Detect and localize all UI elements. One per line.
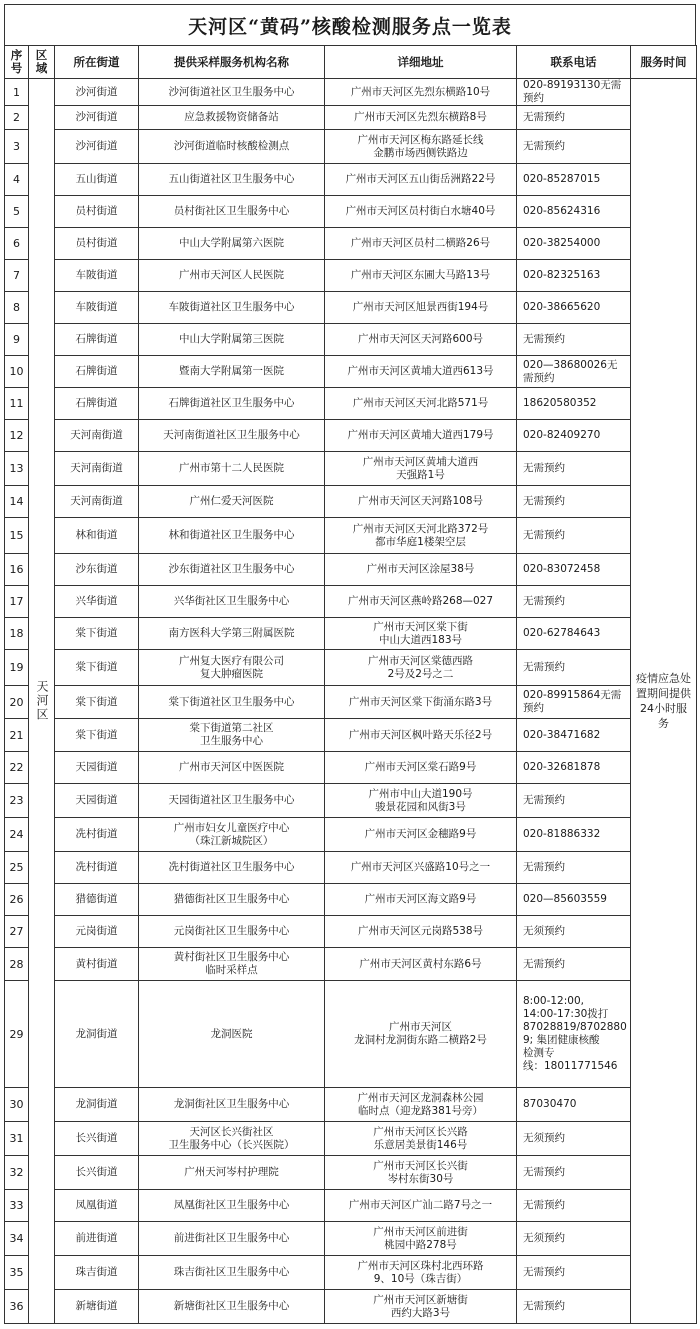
row-phone: 无需预约: [517, 486, 631, 518]
row-address: 广州市天河区天河路108号: [325, 486, 517, 518]
row-org: 天园街道社区卫生服务中心: [139, 784, 325, 818]
row-street: 棠下街道: [55, 686, 139, 719]
row-org: 广州市第十二人民医院: [139, 452, 325, 486]
row-org: 林和街道社区卫生服务中心: [139, 518, 325, 554]
table-row: [5, 196, 697, 228]
table-row: [5, 586, 697, 618]
row-seq: 26: [5, 884, 29, 916]
row-seq: 28: [5, 948, 29, 981]
testing-sites-table: [4, 45, 697, 1324]
row-phone: 020-81886332: [517, 818, 631, 852]
row-seq: 8: [5, 292, 29, 324]
row-org: 棠下街道第二社区 卫生服务中心: [139, 719, 325, 752]
row-street: 沙河街道: [55, 130, 139, 164]
row-address: 广州市天河区龙洞森林公园 临时点（迎龙路381号旁）: [325, 1088, 517, 1122]
row-address: 广州市天河区海文路9号: [325, 884, 517, 916]
table-row: [5, 1190, 697, 1222]
row-phone: 020-82409270: [517, 420, 631, 452]
row-phone: 无需预约: [517, 130, 631, 164]
row-seq: 34: [5, 1222, 29, 1256]
row-address: 广州市天河区广汕二路7号之一: [325, 1190, 517, 1222]
table-row: [5, 852, 697, 884]
table-row: [5, 164, 697, 196]
row-address: 广州市天河区前进街 桃园中路278号: [325, 1222, 517, 1256]
row-address: 广州市天河区旭景西街194号: [325, 292, 517, 324]
row-phone: 无需预约: [517, 324, 631, 356]
table-row: [5, 554, 697, 586]
row-org: 应急救援物资储备站: [139, 106, 325, 130]
row-address: 广州市天河区涂屋38号: [325, 554, 517, 586]
table-row: [5, 228, 697, 260]
row-seq: 20: [5, 686, 29, 719]
row-phone: 无需预约: [517, 1290, 631, 1324]
row-org: 广州市天河区中医医院: [139, 752, 325, 784]
row-street: 石牌街道: [55, 324, 139, 356]
row-street: 沙东街道: [55, 554, 139, 586]
table-row: [5, 686, 697, 719]
row-seq: 11: [5, 388, 29, 420]
row-org: 广州天河岑村护理院: [139, 1156, 325, 1190]
row-seq: 5: [5, 196, 29, 228]
table-row: [5, 1290, 697, 1324]
row-street: 天河南街道: [55, 420, 139, 452]
row-seq: 7: [5, 260, 29, 292]
row-seq: 16: [5, 554, 29, 586]
row-phone: 无需预约: [517, 650, 631, 686]
row-street: 棠下街道: [55, 650, 139, 686]
row-street: 员村街道: [55, 196, 139, 228]
table-row: [5, 1222, 697, 1256]
row-address: 广州市天河区棠下街 中山大道西183号: [325, 618, 517, 650]
row-phone: 020-89193130无需 预约: [517, 79, 631, 106]
row-street: 五山街道: [55, 164, 139, 196]
row-seq: 12: [5, 420, 29, 452]
row-address: 广州市天河区金穗路9号: [325, 818, 517, 852]
row-address: 广州市天河区黄村东路6号: [325, 948, 517, 981]
table-row: [5, 452, 697, 486]
row-org: 黄村街社区卫生服务中心 临时采样点: [139, 948, 325, 981]
row-org: 中山大学附属第六医院: [139, 228, 325, 260]
row-address: 广州市天河区枫叶路天乐径2号: [325, 719, 517, 752]
table-row: [5, 948, 697, 981]
row-address: 广州市天河区东圃大马路13号: [325, 260, 517, 292]
row-street: 前进街道: [55, 1222, 139, 1256]
row-phone: 无需预约: [517, 452, 631, 486]
row-seq: 1: [5, 79, 29, 106]
row-phone: 无须预约: [517, 1122, 631, 1156]
row-seq: 36: [5, 1290, 29, 1324]
document-page: [4, 4, 696, 1324]
row-phone: 8:00-12:00, 14:00-17:30拨打 87028819/8702880 9; 集团健康核酸 检测专 线：18011771546: [517, 981, 631, 1088]
row-street: 黄村街道: [55, 948, 139, 981]
row-street: 凤凰街道: [55, 1190, 139, 1222]
row-org: 员村街社区卫生服务中心: [139, 196, 325, 228]
row-address: 广州市天河区天河路600号: [325, 324, 517, 356]
row-org: 沙河街道社区卫生服务中心: [139, 79, 325, 106]
table-row: [5, 1122, 697, 1156]
header-street: 所在街道: [55, 46, 139, 79]
row-org: 新塘街社区卫生服务中心: [139, 1290, 325, 1324]
row-phone: 无须预约: [517, 1222, 631, 1256]
row-org: 中山大学附属第三医院: [139, 324, 325, 356]
row-seq: 30: [5, 1088, 29, 1122]
table-row: [5, 260, 697, 292]
table-body: [5, 79, 697, 1324]
table-row: [5, 106, 697, 130]
row-street: 龙洞街道: [55, 981, 139, 1088]
row-address: 广州市天河区长兴街 岑村东街30号: [325, 1156, 517, 1190]
row-seq: 19: [5, 650, 29, 686]
row-phone: 020—85603559: [517, 884, 631, 916]
row-seq: 24: [5, 818, 29, 852]
row-street: 龙洞街道: [55, 1088, 139, 1122]
row-street: 新塘街道: [55, 1290, 139, 1324]
row-phone: 无需预约: [517, 518, 631, 554]
table-row: [5, 916, 697, 948]
row-phone: 无需预约: [517, 948, 631, 981]
row-phone: 020-89915864无需 预约: [517, 686, 631, 719]
row-org: 沙河街道临时核酸检测点: [139, 130, 325, 164]
row-street: 冼村街道: [55, 818, 139, 852]
row-org: 五山街道社区卫生服务中心: [139, 164, 325, 196]
row-seq: 33: [5, 1190, 29, 1222]
row-org: 广州复大医疗有限公司 复大肿瘤医院: [139, 650, 325, 686]
row-phone: 87030470: [517, 1088, 631, 1122]
district-cell: 天河区: [29, 79, 55, 1324]
row-phone: 无需预约: [517, 852, 631, 884]
table-row: [5, 420, 697, 452]
row-street: 员村街道: [55, 228, 139, 260]
row-street: 沙河街道: [55, 79, 139, 106]
row-street: 棠下街道: [55, 719, 139, 752]
row-seq: 17: [5, 586, 29, 618]
row-phone: 无需预约: [517, 586, 631, 618]
row-street: 林和街道: [55, 518, 139, 554]
row-seq: 15: [5, 518, 29, 554]
row-phone: 无需预约: [517, 784, 631, 818]
row-seq: 10: [5, 356, 29, 388]
row-address: 广州市天河区棠下街涌东路3号: [325, 686, 517, 719]
row-org: 元岗街社区卫生服务中心: [139, 916, 325, 948]
row-street: 车陂街道: [55, 260, 139, 292]
row-org: 龙洞医院: [139, 981, 325, 1088]
row-street: 天河南街道: [55, 486, 139, 518]
row-address: 广州市天河区黄埔大道西179号: [325, 420, 517, 452]
header-seq: 序号: [5, 46, 29, 79]
row-street: 棠下街道: [55, 618, 139, 650]
row-org: 暨南大学附属第一医院: [139, 356, 325, 388]
row-address: 广州市天河区棠石路9号: [325, 752, 517, 784]
row-street: 天园街道: [55, 752, 139, 784]
row-phone: 020-32681878: [517, 752, 631, 784]
table-row: [5, 752, 697, 784]
row-address: 广州市天河区天河北路571号: [325, 388, 517, 420]
row-phone: 020-62784643: [517, 618, 631, 650]
row-seq: 14: [5, 486, 29, 518]
table-row: [5, 130, 697, 164]
row-seq: 18: [5, 618, 29, 650]
table-header-row: [5, 46, 697, 79]
header-org: 提供采样服务机构名称: [139, 46, 325, 79]
row-org: 广州仁爱天河医院: [139, 486, 325, 518]
table-row: [5, 356, 697, 388]
row-seq: 13: [5, 452, 29, 486]
table-row: [5, 486, 697, 518]
row-seq: 23: [5, 784, 29, 818]
row-org: 前进街社区卫生服务中心: [139, 1222, 325, 1256]
row-street: 车陂街道: [55, 292, 139, 324]
row-address: 广州市天河区五山街岳洲路22号: [325, 164, 517, 196]
table-row: [5, 518, 697, 554]
header-address: 详细地址: [325, 46, 517, 79]
row-phone: 020-83072458: [517, 554, 631, 586]
row-phone: 18620580352: [517, 388, 631, 420]
row-street: 石牌街道: [55, 388, 139, 420]
row-org: 石牌街道社区卫生服务中心: [139, 388, 325, 420]
header-district: 区域: [29, 46, 55, 79]
row-org: 广州市天河区人民医院: [139, 260, 325, 292]
row-org: 天河南街道社区卫生服务中心: [139, 420, 325, 452]
row-org: 沙东街道社区卫生服务中心: [139, 554, 325, 586]
table-row: [5, 1256, 697, 1290]
row-street: 天园街道: [55, 784, 139, 818]
table-row: [5, 818, 697, 852]
row-phone: 无需预约: [517, 1190, 631, 1222]
row-phone: 020-82325163: [517, 260, 631, 292]
row-org: 南方医科大学第三附属医院: [139, 618, 325, 650]
row-address: 广州市天河区燕岭路268—027: [325, 586, 517, 618]
table-row: [5, 981, 697, 1088]
table-row: [5, 719, 697, 752]
row-street: 天河南街道: [55, 452, 139, 486]
table-row: [5, 618, 697, 650]
row-address: 广州市天河区黄埔大道西613号: [325, 356, 517, 388]
header-service-time: 服务时间: [631, 46, 697, 79]
row-phone: 无需预约: [517, 106, 631, 130]
row-org: 兴华街社区卫生服务中心: [139, 586, 325, 618]
row-org: 棠下街道社区卫生服务中心: [139, 686, 325, 719]
row-seq: 31: [5, 1122, 29, 1156]
row-org: 广州市妇女儿童医疗中心 （珠江新城院区）: [139, 818, 325, 852]
row-street: 元岗街道: [55, 916, 139, 948]
row-street: 珠吉街道: [55, 1256, 139, 1290]
row-phone: 020-38665620: [517, 292, 631, 324]
row-phone: 020-38254000: [517, 228, 631, 260]
row-phone: 无需预约: [517, 1156, 631, 1190]
row-phone: 无须预约: [517, 916, 631, 948]
row-seq: 2: [5, 106, 29, 130]
row-phone: 020-85624316: [517, 196, 631, 228]
row-org: 凤凰街社区卫生服务中心: [139, 1190, 325, 1222]
row-street: 长兴街道: [55, 1156, 139, 1190]
row-address: 广州市天河区先烈东横路8号: [325, 106, 517, 130]
row-seq: 35: [5, 1256, 29, 1290]
row-address: 广州市天河区天河北路372号 都市华庭1楼架空层: [325, 518, 517, 554]
row-seq: 6: [5, 228, 29, 260]
row-org: 珠吉街社区卫生服务中心: [139, 1256, 325, 1290]
service-time-cell: 疫情应急处置期间提供24小时服务: [631, 79, 697, 1324]
row-address: 广州市天河区元岗路538号: [325, 916, 517, 948]
row-street: 石牌街道: [55, 356, 139, 388]
page-title: 天河区“黄码”核酸检测服务点一览表: [4, 4, 696, 45]
table-row: [5, 1156, 697, 1190]
row-seq: 3: [5, 130, 29, 164]
row-address: 广州市天河区员村二横路26号: [325, 228, 517, 260]
row-seq: 21: [5, 719, 29, 752]
row-address: 广州市天河区黄埔大道西 天强路1号: [325, 452, 517, 486]
row-seq: 9: [5, 324, 29, 356]
row-seq: 25: [5, 852, 29, 884]
row-street: 兴华街道: [55, 586, 139, 618]
table-row: [5, 650, 697, 686]
row-phone: 020-38471682: [517, 719, 631, 752]
table-row: [5, 79, 697, 106]
row-address: 广州市天河区先烈东横路10号: [325, 79, 517, 106]
row-org: 猎德街社区卫生服务中心: [139, 884, 325, 916]
row-phone: 无需预约: [517, 1256, 631, 1290]
row-org: 冼村街道社区卫生服务中心: [139, 852, 325, 884]
row-phone: 020-85287015: [517, 164, 631, 196]
table-row: [5, 324, 697, 356]
row-street: 冼村街道: [55, 852, 139, 884]
table-row: [5, 292, 697, 324]
table-row: [5, 1088, 697, 1122]
row-org: 车陂街道社区卫生服务中心: [139, 292, 325, 324]
header-phone: 联系电话: [517, 46, 631, 79]
row-seq: 22: [5, 752, 29, 784]
row-address: 广州市天河区兴盛路10号之一: [325, 852, 517, 884]
row-street: 沙河街道: [55, 106, 139, 130]
table-row: [5, 388, 697, 420]
row-phone: 020—38680026无 需预约: [517, 356, 631, 388]
row-org: 天河区长兴街社区 卫生服务中心（长兴医院）: [139, 1122, 325, 1156]
row-address: 广州市天河区珠村北西环路 9、10号（珠吉街）: [325, 1256, 517, 1290]
table-row: [5, 784, 697, 818]
row-street: 长兴街道: [55, 1122, 139, 1156]
row-address: 广州市天河区棠德西路 2号及2号之二: [325, 650, 517, 686]
row-street: 猎德街道: [55, 884, 139, 916]
row-address: 广州市天河区长兴路 乐意居美景街146号: [325, 1122, 517, 1156]
row-address: 广州市天河区员村街白水塘40号: [325, 196, 517, 228]
table-row: [5, 884, 697, 916]
row-address: 广州市中山大道190号 骏景花园和风街3号: [325, 784, 517, 818]
row-address: 广州市天河区梅东路延长线 金鹏市场西侧铁路边: [325, 130, 517, 164]
row-seq: 4: [5, 164, 29, 196]
row-address: 广州市天河区 龙洞村龙洞街东路二横路2号: [325, 981, 517, 1088]
row-seq: 32: [5, 1156, 29, 1190]
row-seq: 27: [5, 916, 29, 948]
row-address: 广州市天河区新塘街 西约大路3号: [325, 1290, 517, 1324]
row-org: 龙洞街社区卫生服务中心: [139, 1088, 325, 1122]
row-seq: 29: [5, 981, 29, 1088]
